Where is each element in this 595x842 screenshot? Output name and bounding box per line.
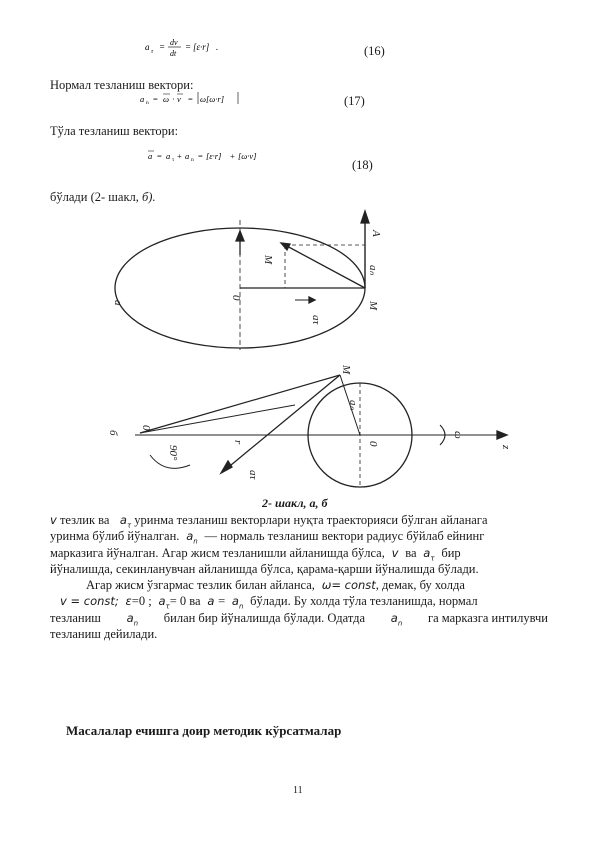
- equation-18-image: [146, 146, 271, 164]
- equation-16-formula: [143, 36, 223, 60]
- svg-text:90°: 90°: [167, 445, 179, 461]
- svg-text:·: ·: [172, 94, 175, 104]
- page-number: 11: [293, 785, 303, 796]
- svg-text:ω: ω: [452, 431, 464, 439]
- svg-text:0: 0: [367, 441, 379, 447]
- svg-text:a: a: [140, 94, 145, 104]
- svg-text:aₙ: aₙ: [347, 400, 359, 410]
- svg-text:=: =: [153, 94, 158, 104]
- svg-text:+: +: [177, 151, 182, 161]
- v-symbol-2: v: [387, 546, 403, 560]
- svg-text:dv: dv: [170, 38, 178, 47]
- p2-l3-a: тезланиш: [50, 611, 101, 625]
- equation-16-image: [143, 36, 223, 58]
- svg-text:M: M: [340, 365, 352, 375]
- svg-text:+: +: [230, 151, 235, 161]
- svg-text:б: б: [107, 430, 119, 436]
- a-tau-symbol-3: $a_\tau$: [154, 594, 170, 611]
- epsilon-symbol: ε: [121, 594, 132, 608]
- a-n-symbol-3: $a_n$: [126, 611, 139, 628]
- figure-2-drawing: [95, 205, 525, 495]
- p2-l2-c: = 0 ва: [169, 594, 201, 608]
- svg-text:[ε·r]: [ε·r]: [206, 151, 222, 161]
- a-n-symbol-2: $a_n$: [228, 594, 244, 611]
- svg-text:n: n: [146, 100, 149, 106]
- svg-text:aτ: aτ: [247, 470, 259, 480]
- paragraph-2-line-4: тезланиш дейилади.: [50, 627, 158, 641]
- figure-2: [95, 205, 525, 500]
- p1-l1-b: уринма тезланиш векторлари нуқта траекторияси бўлган айланага: [134, 513, 488, 527]
- svg-text:=: =: [159, 42, 166, 52]
- a-n-symbol-4: $a_n$: [390, 611, 403, 628]
- figure-reference-line: [50, 190, 156, 205]
- equation-17-label: Нормал тезланиш вектори:: [50, 78, 194, 92]
- svg-text:ω: ω: [163, 94, 170, 104]
- figure-reference-italic: б).: [142, 190, 156, 204]
- p1-l3-c: бир: [441, 546, 461, 560]
- svg-text:=: =: [188, 94, 193, 104]
- svg-text:a: a: [148, 151, 153, 161]
- svg-text:aₙ: aₙ: [367, 265, 379, 275]
- svg-text:=: =: [157, 151, 162, 161]
- equation-17-number: (17): [344, 94, 365, 108]
- svg-text:M: M: [367, 301, 379, 311]
- a-tau-symbol-2: $a_\tau$: [419, 546, 435, 563]
- svg-text:=: =: [185, 42, 192, 52]
- equation-18-number: (18): [352, 158, 373, 172]
- svg-text:0: 0: [230, 295, 242, 301]
- figure-caption: 2- шакл, а, б: [262, 496, 328, 510]
- p2-l1-a: Агар жисм ўзгармас тезлик билан айланса,: [86, 578, 315, 592]
- svg-text:dt: dt: [170, 49, 177, 58]
- svg-text:τ: τ: [172, 157, 175, 163]
- paragraph-2-line-1: [86, 578, 465, 593]
- svg-text:M: M: [262, 255, 274, 265]
- equation-17-image: [138, 90, 248, 106]
- svg-text:0: 0: [140, 425, 152, 431]
- svg-text:[ε·r]: [ε·r]: [193, 42, 210, 52]
- p1-l1-a: тезлик ва: [59, 513, 110, 527]
- svg-text:.: .: [216, 42, 219, 52]
- p2-l1-c: , демак, бу холда: [375, 578, 465, 592]
- a-vec-symbol: a: [203, 594, 219, 608]
- p1-l2-b: — нормаль тезланиш вектори радиус бўйлаб ейнинг: [204, 529, 485, 543]
- equation-17-formula: [138, 90, 248, 111]
- svg-text:a: a: [166, 151, 171, 161]
- svg-text:τ: τ: [151, 49, 154, 55]
- p2-l2-d: =: [218, 594, 226, 608]
- svg-text:[ω·v]: [ω·v]: [238, 151, 257, 161]
- a-tau-symbol: $a_\tau$: [112, 513, 132, 530]
- p2-l2-e: бўлади. Бу холда тўла тезланишда, нормал: [250, 594, 478, 608]
- p2-l1-b: = const: [331, 578, 376, 592]
- omega-symbol: ω: [318, 578, 332, 592]
- p1-l3-b: ва: [405, 546, 417, 560]
- svg-text:v: v: [177, 94, 181, 104]
- v-symbol: v: [50, 513, 57, 527]
- p2-l3-c: га марказга интилувчи: [427, 611, 548, 625]
- svg-text:r: r: [232, 440, 244, 445]
- equation-18-label: Тўла тезланиш вектори:: [50, 124, 179, 138]
- svg-text:n: n: [191, 157, 194, 163]
- paragraph-1-line-4: йўналишда, секинланувчан айланишда бўлса, қарама-қарши йўналишда бўлади.: [50, 562, 479, 576]
- svg-text:a: a: [185, 151, 190, 161]
- svg-text:ω[ω·r]: ω[ω·r]: [200, 94, 225, 104]
- p2-l2-b: =0 ;: [131, 594, 152, 608]
- figure-labels: [107, 229, 512, 481]
- svg-text:A: A: [370, 230, 382, 237]
- a-n-symbol: $a_n$: [182, 529, 198, 546]
- p1-l3-a: марказига йўналган. Агар жисм тезланишли айланишда бўлса,: [50, 546, 385, 560]
- equation-16-number: (16): [364, 44, 385, 58]
- p2-l2-a: v = const;: [60, 594, 119, 608]
- equation-18-formula: [146, 146, 271, 169]
- svg-text:a: a: [112, 300, 124, 306]
- section-heading: Масалалар ечишга доир методик кўрсатмалар: [66, 723, 342, 738]
- p2-l3-b: билан бир йўналишда бўлади. Одатда: [163, 611, 366, 625]
- figure-reference-text: бўлади (2- шакл,: [50, 190, 139, 204]
- p1-l2-a: уринма бўлиб йўналган.: [50, 529, 180, 543]
- svg-text:z: z: [500, 445, 512, 450]
- svg-text:aτ: aτ: [310, 315, 322, 325]
- svg-text:a: a: [145, 42, 150, 52]
- svg-text:=: =: [198, 151, 203, 161]
